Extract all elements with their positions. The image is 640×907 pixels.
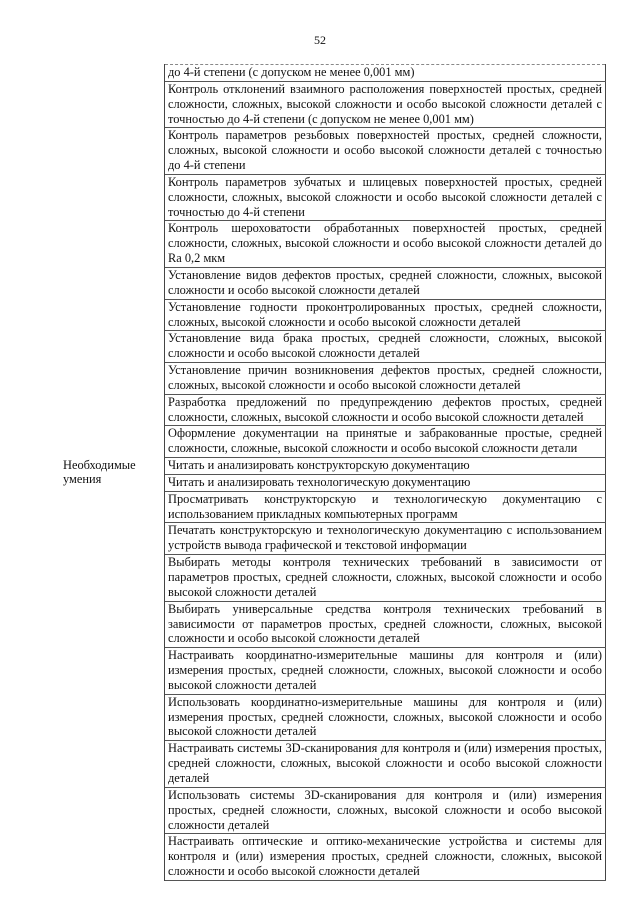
table-cell: Печатать конструкторскую и технологическую документацию с использованием устройств вывода графической и текстовой информации: [165, 523, 606, 555]
table-cell: Контроль параметров резьбовых поверхностей простых, средней сложности, сложных, высокой сложности и особо высокой сложности деталей с точностью до 4-й степени: [165, 128, 606, 175]
table-cell: Контроль отклонений взаимного расположения поверхностей простых, средней сложности, сложных, высокой сложности и особо высокой сложности деталей с точностью до 4-й степени (с допуском не менее 0,001 мм): [165, 81, 606, 128]
section-label-cell: [60, 65, 165, 458]
table-cell: Установление причин возникновения дефектов простых, средней сложности, сложных, высокой сложности и особо высокой сложности деталей: [165, 363, 606, 395]
table-cell: Оформление документации на принятые и забракованные простые, средней сложности, сложные, высокой сложности и особо высокой сложности детали: [165, 426, 606, 458]
section-label-cell: [60, 458, 165, 881]
table-cell: Просматривать конструкторскую и технологическую документацию с использованием прикладных компьютерных программ: [165, 491, 606, 523]
table-cell: Установление вида брака простых, средней сложности, сложных, высокой сложности и особо высокой сложности деталей: [165, 331, 606, 363]
table-cell: Использовать системы 3D-сканирования для контроля и (или) измерения простых, средней сложности, сложных, высокой сложности и особо высокой сложности деталей: [165, 787, 606, 834]
table-row: [60, 65, 606, 82]
table-cell: Выбирать методы контроля технических требований в зависимости от параметров простых, средней сложности, сложных, высокой сложности и особо высокой сложности деталей: [165, 555, 606, 602]
table-cell: до 4-й степени (с допуском не менее 0,001 мм): [165, 65, 606, 82]
table-cell: Читать и анализировать конструкторскую документацию: [165, 458, 606, 475]
table-cell: Выбирать универсальные средства контроля технических требований в зависимости от параметров простых, средней сложности, сложных, высокой сложности и особо высокой сложности деталей: [165, 601, 606, 648]
table-cell: Настраивать оптические и оптико-механические устройства и системы для контроля и (или) измерения простых, средней сложности, сложных, высокой сложности и особо высокой сложности деталей: [165, 834, 606, 881]
table-cell: Установление видов дефектов простых, средней сложности, сложных, высокой сложности и особо высокой сложности деталей: [165, 267, 606, 299]
table-cell: Контроль шероховатости обработанных поверхностей простых, средней сложности, сложных, высокой сложности и особо высокой сложности деталей до Ra 0,2 мкм: [165, 221, 606, 268]
table-cell: Настраивать системы 3D-сканирования для контроля и (или) измерения простых, средней сложности, сложных, высокой сложности и особо высокой сложности деталей: [165, 741, 606, 788]
table-cell: Разработка предложений по предупреждению дефектов простых, средней сложности, сложных, высокой сложности и особо высокой сложности деталей: [165, 394, 606, 426]
table-cell: Настраивать координатно-измерительные машины для контроля и (или) измерения простых, средней сложности, сложных, высокой сложности и особо высокой сложности деталей: [165, 648, 606, 695]
table-row: [60, 458, 606, 475]
table-cell: Установление годности проконтролированных простых, средней сложности, сложных, высокой сложности и особо высокой сложности деталей: [165, 299, 606, 331]
table-cell: Контроль параметров зубчатых и шлицевых поверхностей простых, средней сложности, сложных, высокой сложности и особо высокой сложности деталей с точностью до 4-й степени: [165, 174, 606, 221]
section-label: Необходимые умения: [63, 457, 136, 487]
page-number: 52: [314, 33, 326, 47]
table-cell: Читать и анализировать технологическую документацию: [165, 474, 606, 491]
table-cell: Использовать координатно-измерительные машины для контроля и (или) измерения простых, средней сложности, сложных, высокой сложности и особо высокой сложности деталей: [165, 694, 606, 741]
requirements-table: [60, 64, 606, 881]
